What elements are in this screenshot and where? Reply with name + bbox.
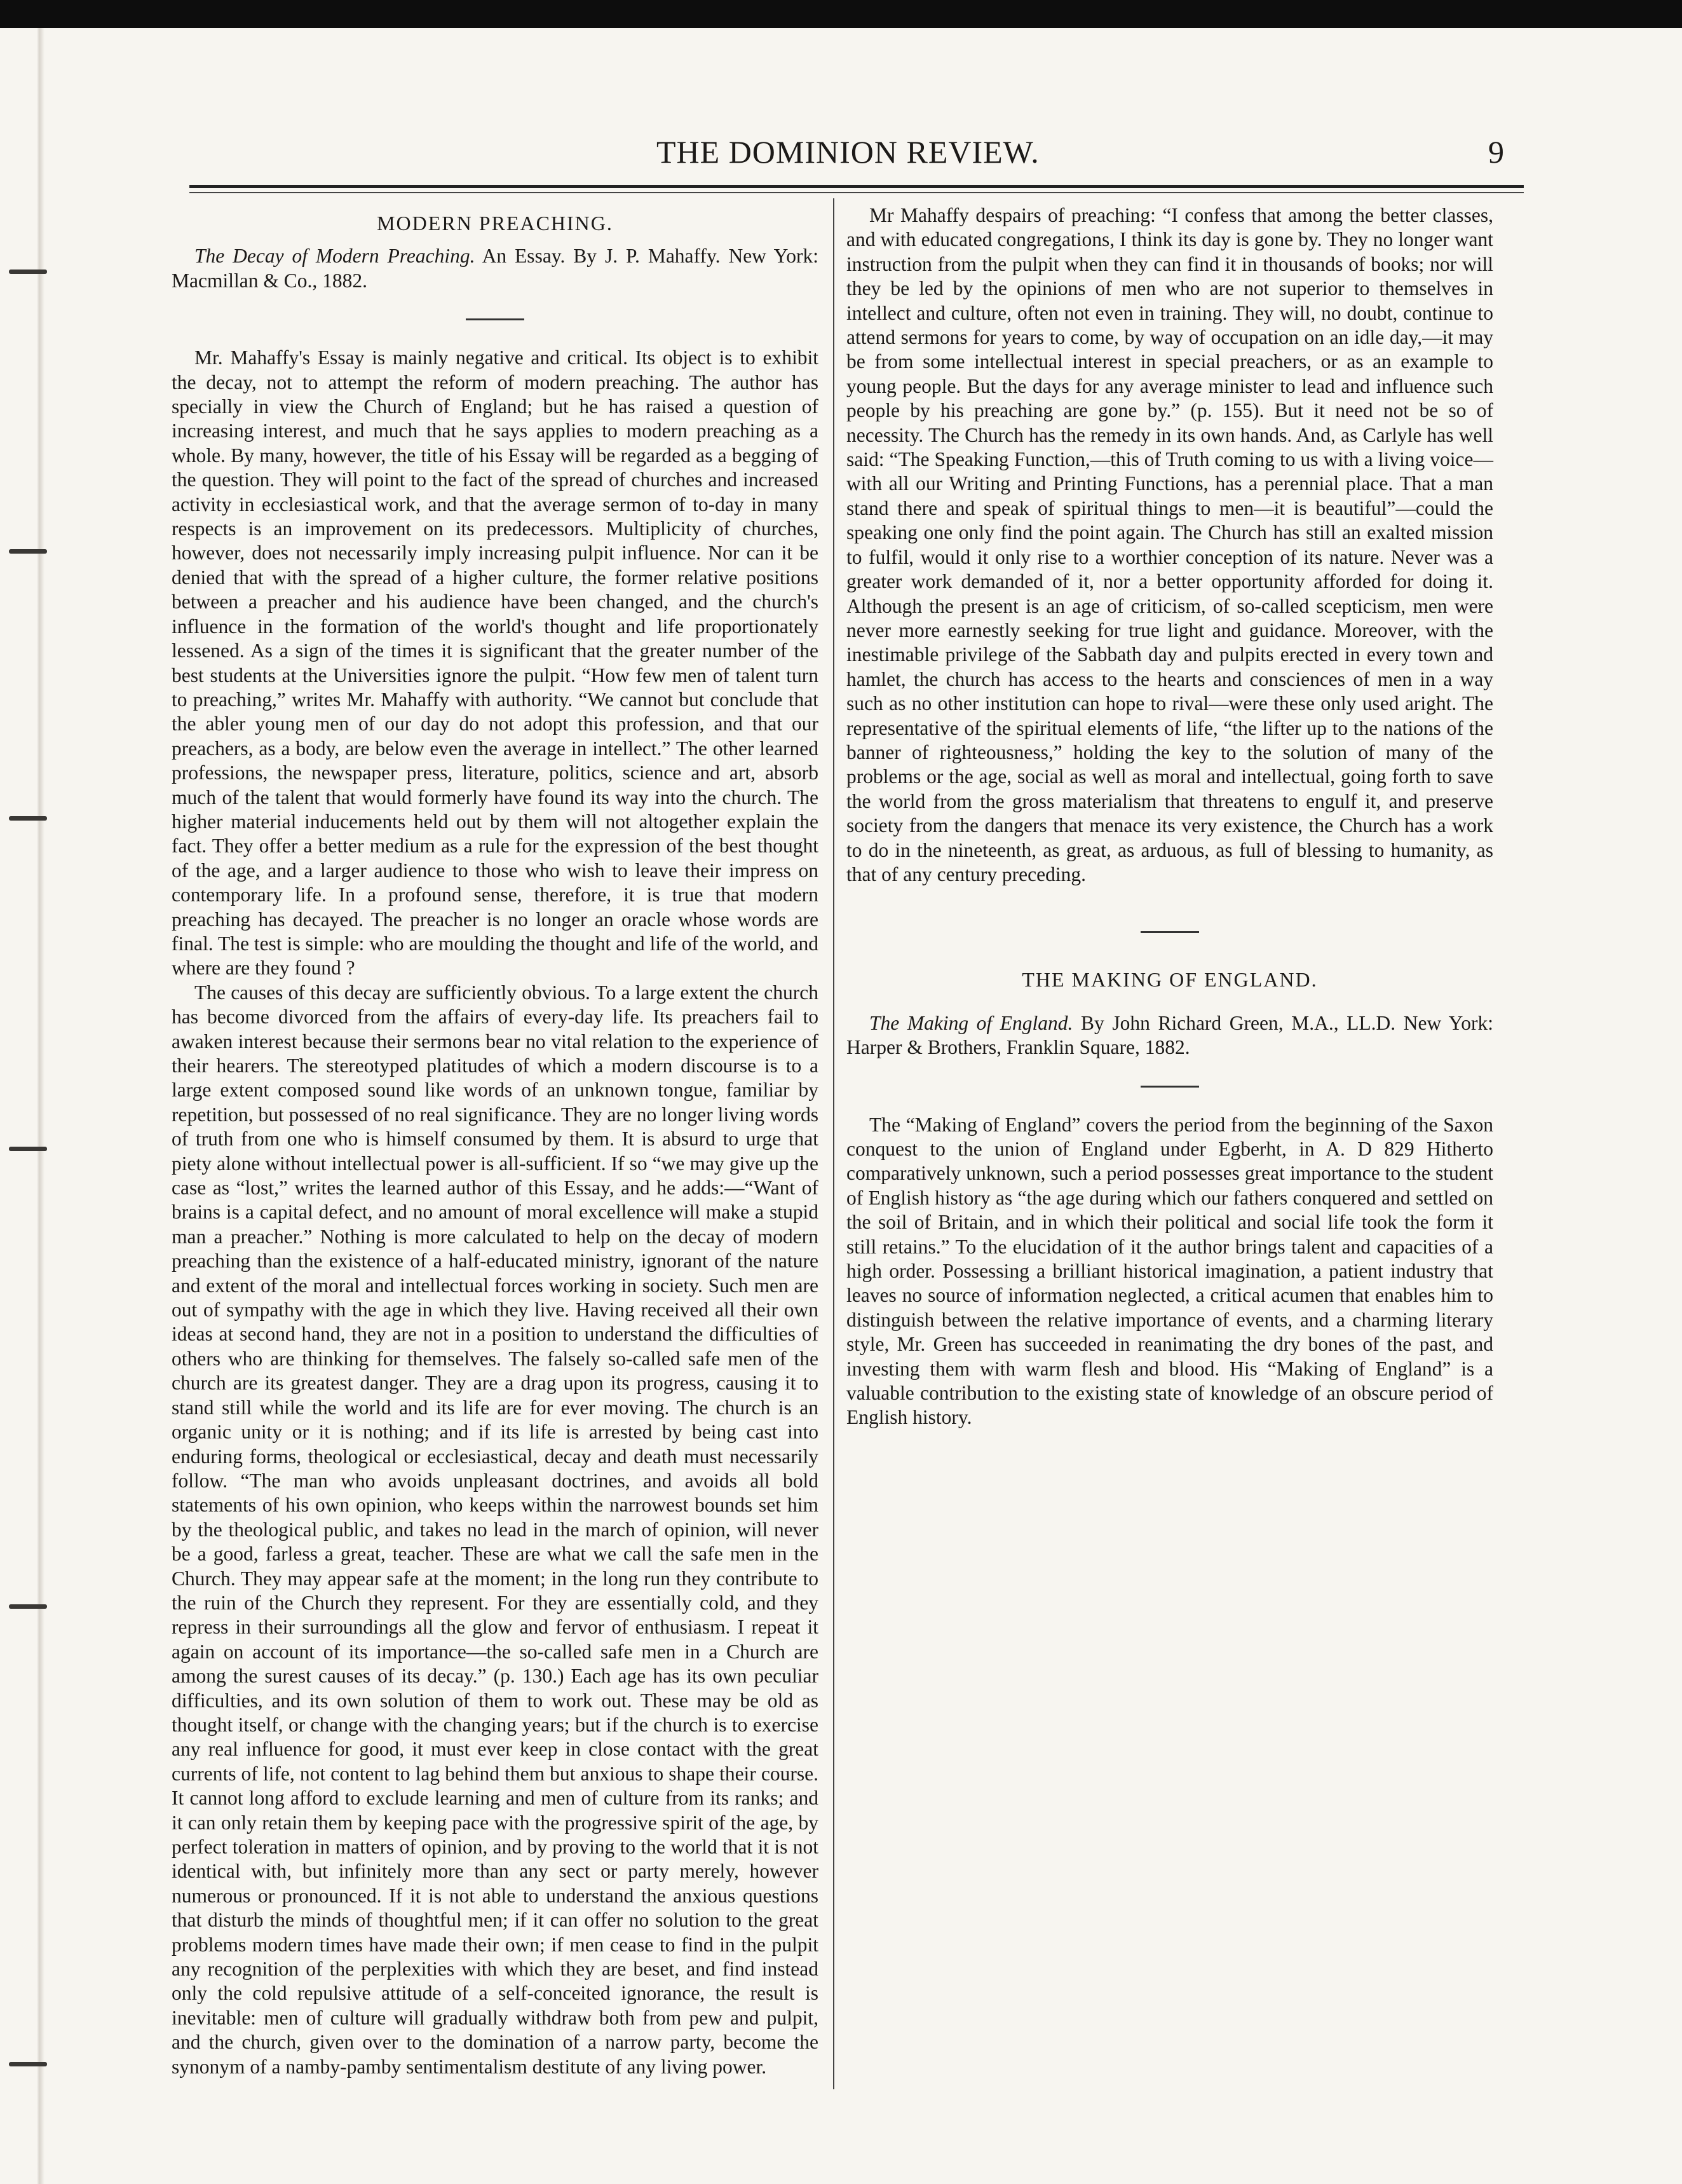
binding-mark bbox=[9, 1604, 47, 1609]
page-number: 9 bbox=[1488, 134, 1504, 170]
right-column bbox=[846, 203, 1493, 1430]
header-rule bbox=[189, 185, 1524, 188]
section-rule bbox=[466, 318, 524, 320]
book-details: By John Richard Green, M.A., LL.D. New York: Harper & Brothers, Franklin Square, 1882. bbox=[846, 1011, 1493, 1059]
binding-mark bbox=[9, 270, 47, 274]
left-column bbox=[172, 203, 818, 2079]
page-binding-edge bbox=[0, 28, 44, 2184]
section-rule bbox=[1141, 1086, 1199, 1088]
column-divider bbox=[833, 198, 834, 2089]
book-title: The Making of England. bbox=[869, 1011, 1073, 1034]
binding-mark bbox=[9, 816, 47, 821]
article-title: THE MAKING OF ENGLAND. bbox=[1022, 968, 1318, 992]
binding-mark bbox=[9, 1147, 47, 1151]
binding-mark bbox=[9, 549, 47, 554]
header-rule-thin bbox=[189, 192, 1524, 193]
book-title: The Decay of Modern Preaching. bbox=[194, 245, 475, 268]
running-header: THE DOMINION REVIEW. bbox=[656, 134, 1040, 170]
binding-mark bbox=[9, 2062, 47, 2066]
book-citation bbox=[172, 244, 818, 293]
paragraph: The “Making of England” covers the period from the beginning of the Saxon conquest to the union of England under Egberht, in A. D 829 Hitherto comparatively unknown, such a period possesses great importance to the student of English history as “the age during which our fathers conquered and settled on the soil of Britain, and in which their political and social life took the form it still retains.” To the elucidation of it the author brings talent and capacities of a high order. Possessing a brilliant historical imagination, a patient industry that leaves no source of information neglected, a critical acumen that enables him to distinguish between the relative importance of events, and a charming literary style, Mr. Green has succeeded in reanimating the dry bones of the past, and investing them with warm flesh and blood. His “Making of England” is a valuable contribution to the existing state of knowledge of an obscure period of English history. bbox=[846, 1113, 1493, 1429]
book-citation bbox=[846, 1011, 1493, 1060]
top-scan-band bbox=[0, 0, 1682, 28]
paragraph: Mr Mahaffy despairs of preaching: “I confess that among the better classes, and with educated congregations, I think its day is gone by. They no longer want instruction from the pulpit when they can find it in thousands of books; nor will they be led by the opinions of men who are not superior to themselves in intellect and culture, often not even in training. They will, no doubt, continue to attend sermons for years to come, by way of occupation on an idle day,—it may be from some intellectual interest in special preachers, or as an example to young people. But the days for any average minister to lead and influence such people by his preaching are gone by.” (p. 155). But it need not be so of necessity. The Church has the remedy in its own hands. And, as Carlyle has well said: “The Speaking Function,—this of Truth coming to us with a living voice—with all our Writing and Printing Functions, has a perennial place. That a man stand there and speak of spiritual things to men—it is beautiful”—could the speaking one only find the point again. The Church has still an exalted mission to fulfil, would it only rise to a worthier conception of its nature. Never was a greater work demanded of it, nor a better opportunity afforded for doing it. Although the present is an age of criticism, of so-called scepticism, men were never more earnestly seeking for true light and guidance. Moreover, with the inestimable privilege of the Sabbath day and pulpits erected in every town and hamlet, the church has access to the hearts and consciences of men in a way such as no other institution can hope to rival—were these only used aright. The representative of the spiritual elements of life, “the lifter up to the nations of the banner of righteousness,” holding the key to the solution of many of the problems or the age, social as well as moral and intellectual, going forth to save the world from the gross materialism that threatens to engulf it, and preserve society from the dangers that menace its very existence, the Church has a work to do in the nineteenth, as great, as arduous, as full of blessing to humanity, as that of any century preceding. bbox=[846, 204, 1493, 885]
book-details: An Essay. By J. P. Mahaffy. New York: Macmillan & Co., 1882. bbox=[172, 245, 818, 292]
paragraph: Mr. Mahaffy's Essay is mainly negative and critical. Its object is to exhibit the decay, not to attempt the reform of modern preaching. The author has specially in view the Church of England; but he has raised a question of increasing interest, and much that he says applies to modern preaching as a whole. By many, however, the title of his Essay will be regarded as a begging of the question. They will point to the fact of the spread of churches and increased activity in ecclesiastical work, and that the average sermon of to-day in many respects is an improvement on its predecessors. Multiplicity of churches, however, does not necessarily imply increasing pulpit influence. Nor can it be denied that with the spread of a higher culture, the former relative positions between a preacher and his audience have been changed, and the church's influence in the formation of the world's thought and life proportionately lessened. As a sign of the times it is significant that the greater number of the best students at the Universities ignore the pulpit. “How few men of talent turn to preaching,” writes Mr. Mahaffy with authority. “We cannot but conclude that the abler young men of our day do not adopt this profession, and that our preachers, as a body, are below even the average in intellect.” The other learned professions, the newspaper press, literature, politics, science and art, absorb much of the talent that would formerly have found its way into the church. The higher material inducements held out by them will not altogether explain the fact. They offer a better medium as a rule for the expression of the best thought of the age, and a larger audience to those who wish to leave their impress on contemporary life. In a profound sense, therefore, it is true that modern preaching has decayed. The preacher is no longer an oracle whose words are final. The test is simple: who are moulding the thought and life of the world, and where are they found ? bbox=[172, 346, 818, 979]
article-title: MODERN PREACHING. bbox=[377, 212, 613, 235]
paragraph: The causes of this decay are sufficiently obvious. To a large extent the church has become divorced from the affairs of every-day life. Its preachers fail to awaken interest because their sermons bear no vital relation to the experience of their hearers. The stereotyped platitudes of which a modern discourse is to a large extent composed sound like words of an unknown tongue, familiar by repetition, but possessed of no real significance. They are no longer living words of truth from one who is himself consumed by them. It is absurd to urge that piety alone without intellectual power is all-sufficient. If so “we may give up the case as “lost,” writes the learned author of this Essay, and he adds:—“Want of brains is a capital defect, and no amount of moral excellence will make a stupid man a preacher.” Nothing is more calculated to help on the decay of modern preaching than the existence of a half-educated ministry, ignorant of the nature and extent of the moral and intellectual forces working in society. Such men are out of sympathy with the age in which they live. Having received all their own ideas at second hand, they are not in a position to understand the difficulties of others who are thinking for themselves. The falsely so-called safe men of the church are its greatest danger. They are a drag upon its progress, causing it to stand still while the world and its life are for ever moving. The church is an organic unity or it is nothing; and if its life is arrested by being cast into enduring forms, theological or ecclesiastical, decay and death must necessarily follow. “The man who avoids unpleasant doctrines, and avoids all bold statements of his own opinion, who keeps within the narrowest bounds set him by the theological public, and takes no lead in the march of opinion, will never be a good, farless a great, teacher. These are what we call the safe men in the Church. They may appear safe at the moment; in the long run they contribute to the ruin of the Church they represent. For they are essentially cold, and they repress in their surroundings all the glow and fervor of enthusiasm. I repeat it again on account of its importance—the so-called safe men in a Church are among the surest causes of its decay.” (p. 130.) Each age has its own peculiar difficulties, and its own solution of them to work out. These may be old as thought itself, or change with the changing years; but if the church is to exercise any real influence for good, it must ever keep in close contact with the great currents of life, not content to lag behind them but anxious to shape their course. It cannot long afford to exclude learning and men of culture from its ranks; and it can only retain them by keeping pace with the progressive spirit of the age, by perfect toleration in matters of opinion, and by proving to the world that it is not identical with, but infinitely more than any sect or party merely, however numerous or pronounced. If it is not able to understand the anxious questions that disturb the minds of thoughtful men; if it can offer no solution to the great problems modern times have made their own; if men cease to find in the pulpit any recognition of the perplexities with which they are beset, and find instead only the cold repulsive attitude of a self-conceited ignorance, the result is inevitable: men of culture will gradually withdraw both from pew and pulpit, and the church, given over to the domination of a narrow party, become the synonym of a namby-pamby sentimentalism destitute of any living power. bbox=[172, 981, 818, 2078]
section-rule bbox=[1141, 931, 1199, 933]
